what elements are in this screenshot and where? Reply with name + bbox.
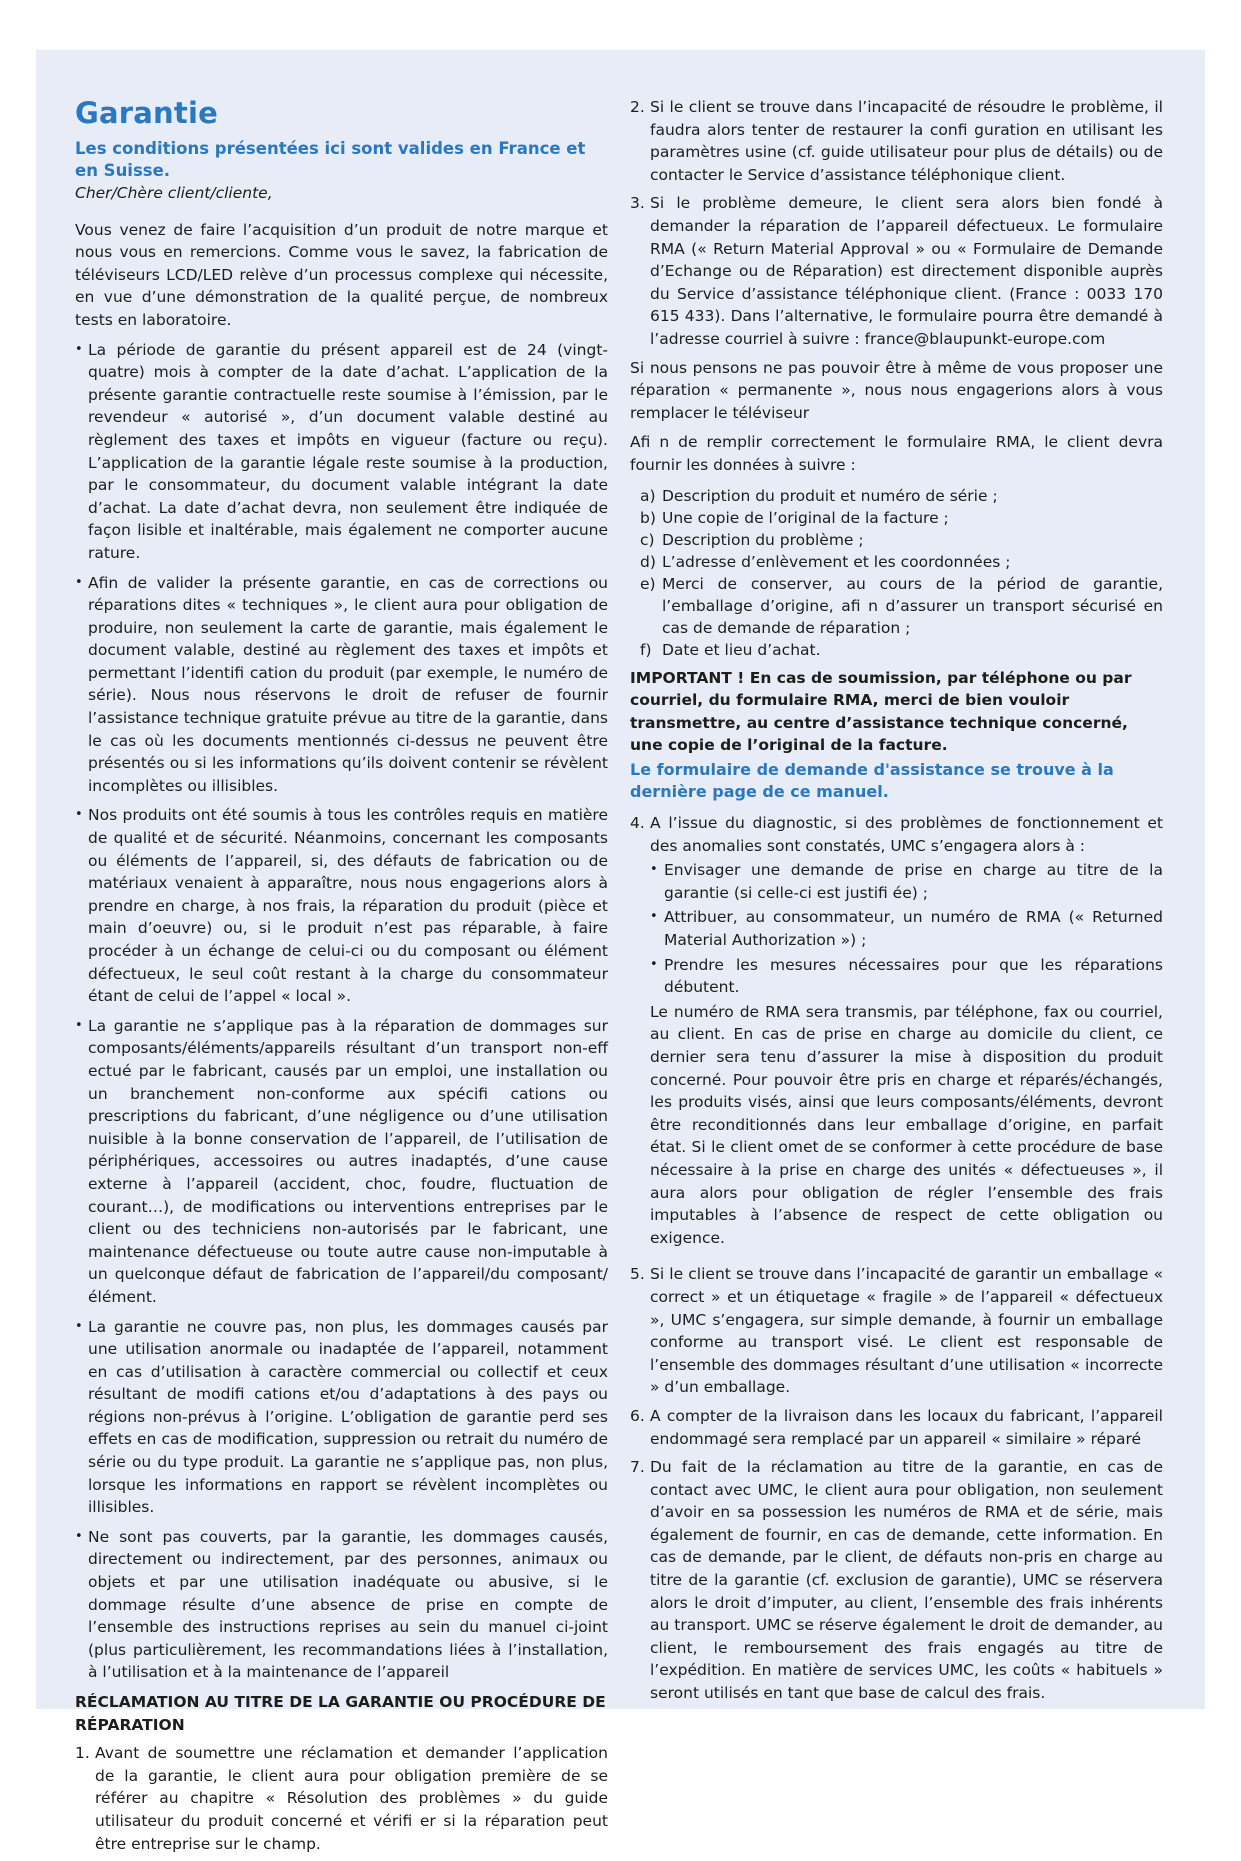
right-column — [630, 96, 1163, 1711]
list-item — [630, 507, 1163, 529]
step-item — [75, 1742, 608, 1855]
salutation: Cher/Chère client/cliente, — [75, 184, 273, 202]
step-number: 2. — [630, 98, 645, 116]
item-letter: e) — [640, 574, 656, 593]
rma-data-list — [630, 485, 1163, 661]
item-letter: b) — [640, 508, 656, 527]
replacement-note: Si nous pensons ne pas pouvoir être à même de vous proposer une réparation « permanente », nous nous engagerions alors à vous remplacer le téléviseur — [630, 358, 1163, 422]
step-number: 4. — [630, 814, 645, 833]
step-item — [630, 812, 1163, 1249]
item-letter: f) — [640, 640, 652, 659]
rma-transmission-text: Le numéro de RMA sera transmis, par téléphone, fax ou courriel, au client. En cas de prise en charge au domicile du client, ce dernier sera tenu d’assurer la mise à disposition du produit concerné. Pour pouvoir être pris en charge et réparés/échangés, les produits visés, ainsi que leurs composants/éléments, devront être reconditionnés dans leur emballage d’origine, en parfait état. Si le client omet de se conformer à cette procédure de base nécessaire à la prise en charge des unités « défectueuses », il aura alors pour obligation de régler l’ensemble des frais imputables à l’absence de respect de cette obligation ou exigence. — [650, 1002, 1163, 1247]
validity-subtitle: Les conditions présentées ici sont valides en France et en Suisse. — [75, 139, 586, 180]
umc-commitments-list — [650, 859, 1163, 999]
step-number: 5. — [630, 1265, 645, 1284]
claim-heading: RÉCLAMATION AU TITRE DE LA GARANTIE OU PROCÉDURE DE RÉPARATION — [75, 1693, 606, 1734]
list-item: • Attribuer, au consommateur, un numéro de RMA (« Returned Material Authorization ») ; — [650, 906, 1163, 951]
step-text: Si le client se trouve dans l’incapacité de garantir un emballage « correct » et un étiquetage « fragile » de l’appareil « défectueux », UMC s’engagera, sur simple demande, à fournir un emballage conforme au transport visé. Le client est responsable de l’ensemble des dommages résultant d’une utilisation « incorrecte » d’un emballage. — [650, 1265, 1163, 1397]
intro-paragraph: Vous venez de faire l’acquisition d’un produit de notre marque et nous vous en remercions. Comme vous le savez, la fabrication de téléviseurs LCD/LED relève d’un processus complexe qui nécessite, en vue d’une démonstration de la qualité perçue, de nombreux tests en laboratoire. — [75, 220, 608, 329]
step-number: 7. — [630, 1458, 645, 1477]
warranty-conditions-list — [75, 339, 608, 1684]
step-number: 1. — [75, 1744, 90, 1763]
item-text: Description du produit et numéro de série ; — [662, 486, 998, 505]
item-letter: d) — [640, 552, 656, 571]
list-item: • Afin de valider la présente garantie, en cas de corrections ou réparations dites « techniques », le client aura pour obligation de produire, non seulement la carte de garantie, mais également le document valable, destiné au règlement des taxes et impôts et permettant l’identifi cation du produit (par exemple, le numéro de série). Nous nous réservons le droit de refuser de fournir l’assistance technique gratuite prévue au titre de la garantie, dans le cas où les documents mentionnés ci-dessus ne peuvent être présentés ou si les informations qu’ils doivent contenir se révèlent incomplètes ou illisibles. — [75, 572, 608, 798]
step-number: 3. — [630, 194, 645, 213]
form-location-note: Le formulaire de demande d'assistance se trouve à la dernière page de ce manuel. — [630, 759, 1114, 802]
list-item: • La garantie ne couvre pas, non plus, les dommages causés par une utilisation anormale ou inadaptée de l’appareil, notamment en cas d’utilisation à caractère commercial ou collectif et ceux résultant de modifi cations et/ou d’adaptations à des pays ou régions non-prévus à l’origine. L’obligation de garantie perd ses effets en cas de modification, suppression ou retrait du numéro de série ou du type produit. La garantie ne s’applique pas, non plus, lorsque les informations en rapport se révèlent incomplètes ou illisibles. — [75, 1316, 608, 1519]
page-title: Garantie — [75, 96, 218, 130]
step-item — [630, 192, 1163, 350]
step-item — [630, 1263, 1163, 1399]
list-item — [630, 573, 1163, 639]
list-item: • Prendre les mesures nécessaires pour que les réparations débutent. — [650, 954, 1163, 999]
claim-steps-list-b — [630, 812, 1163, 1705]
left-column — [75, 96, 608, 1861]
claim-steps-list — [75, 1742, 608, 1855]
step-number: 6. — [630, 1406, 645, 1425]
item-text: Description du problème ; — [662, 530, 864, 549]
important-notice: IMPORTANT ! En cas de soumission, par téléphone ou par courriel, du formulaire RMA, merci de bien vouloir transmettre, au centre d’assistance technique concerné, une copie de l’original de la facture. — [630, 668, 1132, 755]
claim-steps-list-continued — [630, 96, 1163, 351]
step-text: A compter de la livraison dans les locaux du fabricant, l’appareil endommagé sera remplacé par un appareil « similaire » réparé — [650, 1406, 1163, 1448]
step-item — [630, 1405, 1163, 1450]
list-item: • Envisager une demande de prise en charge au titre de la garantie (si celle-ci est justifi ée) ; — [650, 859, 1163, 904]
item-text: L’adresse d’enlèvement et les coordonnées ; — [662, 552, 1011, 571]
rma-intro: Afi n de remplir correctement le formulaire RMA, le client devra fournir les données à suivre : — [630, 433, 1163, 474]
list-item — [630, 551, 1163, 573]
item-text: Merci de conserver, au cours de la périod de garantie, l’emballage d’origine, afi n d’assurer un transport sécurisé en cas de demande de réparation ; — [662, 574, 1163, 637]
item-text: Date et lieu d’achat. — [662, 640, 821, 659]
step-item — [630, 1456, 1163, 1705]
step-text: A l’issue du diagnostic, si des problèmes de fonctionnement et des anomalies sont constatés, UMC s’engagera alors à : — [650, 814, 1163, 855]
item-letter: c) — [640, 530, 655, 549]
step-text: Si le problème demeure, le client sera alors bien fondé à demander la réparation de l’appareil défectueux. Le formulaire RMA (« Return Material Approval » ou « Formulaire de Demande d’Echange ou de Réparation) est directement disponible auprès du Service d’assistance téléphonique client. (France : 0033 170 615 433). Dans l’alternative, le formulaire pourra être demandé à l’adresse courriel à suivre : france@blaupunkt-europe.com — [650, 194, 1163, 348]
list-item: • La garantie ne s’applique pas à la réparation de dommages sur composants/éléments/appareils résultant d’un transport non-eff ectué par le fabricant, causés par un emploi, une installation ou un branchement non-conforme aux spécifi cations ou prescriptions du fabricant, d’une négligence ou d’une utilisation nuisible à la bonne conservation de l’appareil, de l’utilisation de périphériques, accessoires ou autres inadaptés, d’une cause externe à l’appareil (accident, choc, foudre, fluctuation de courant…), de modifications ou interventions entreprises par le client ou des techniciens non-autorisés par le fabricant, une maintenance défectueuse ou toute autre cause non-imputable à un quelconque défaut de fabrication de l’appareil/du composant/élément. — [75, 1015, 608, 1309]
list-item: • La période de garantie du présent appareil est de 24 (vingt-quatre) mois à compter de la date d’achat. L’application de la présente garantie contractuelle reste soumise à l’émission, par le revendeur « autorisé », d’un document valable destiné au règlement des taxes et impôts en vigueur (facture ou reçu). L’application de la garantie légale reste soumise à la production, par le consommateur, du document valable intégrant la date d’achat. La date d’achat devra, non seulement être indiquée de façon lisible et inaltérable, mais également ne comporter aucune rature. — [75, 339, 608, 565]
item-letter: a) — [640, 486, 656, 505]
step-text: Du fait de la réclamation au titre de la garantie, en cas de contact avec UMC, le client aura pour obligation, non seulement d’avoir en sa possession les numéros de RMA et de série, mais également de fournir, en cas de demande, cette information. En cas de demande, par le client, de défauts non-pris en charge au titre de la garantie (cf. exclusion de garantie), UMC se réservera alors le droit d’imputer, au client, l’ensemble des frais inhérents au transport. UMC se réserve également le droit de demander, au client, le remboursement des frais engagés au titre de l’expédition. En matière de services UMC, les coûts « habituels » seront utilisés en tant que base de calcul des frais. — [650, 1458, 1163, 1703]
step-text: Avant de soumettre une réclamation et demander l’application de la garantie, le client aura pour obligation première de se référer au chapitre « Résolution des problèmes » du guide utilisateur du produit concerné et vérifi er si la réparation peut être entreprise sur le champ. — [95, 1744, 608, 1853]
item-text: Une copie de l’original de la facture ; — [662, 508, 949, 527]
list-item — [630, 639, 1163, 661]
step-item — [630, 96, 1163, 186]
list-item: • Ne sont pas couverts, par la garantie, les dommages causés, directement ou indirectement, par des personnes, animaux ou objets et par une utilisation inadéquate ou abusive, si le dommage résulte d’une absence de prise en compte de l’ensemble des instructions reprises au sein du manuel ci-joint (plus particulièrement, les recommandations liées à l’installation, à l’utilisation et à la maintenance de l’appareil — [75, 1526, 608, 1684]
list-item: • Nos produits ont été soumis à tous les contrôles requis en matière de qualité et de sécurité. Néanmoins, concernant les composants ou éléments de l’appareil, si, des défauts de fabrication ou de matériaux venaient à apparaître, nous nous engagerions alors à prendre en charge, à nos frais, la réparation du produit (pièce et main d’oeuvre) ou, si le produit n’est pas réparable, à faire procéder à un échange de celui-ci ou du composant ou élément défectueux, le seul coût restant à la charge du consommateur étant de celui de l’appel « local ». — [75, 804, 608, 1007]
step-text: Si le client se trouve dans l’incapacité de résoudre le problème, il faudra alors tenter de restaurer la confi guration en utilisant les paramètres usine (cf. guide utilisateur pour plus de détails) ou de contacter le Service d’assistance téléphonique client. — [650, 98, 1163, 184]
list-item — [630, 529, 1163, 551]
list-item — [630, 485, 1163, 507]
